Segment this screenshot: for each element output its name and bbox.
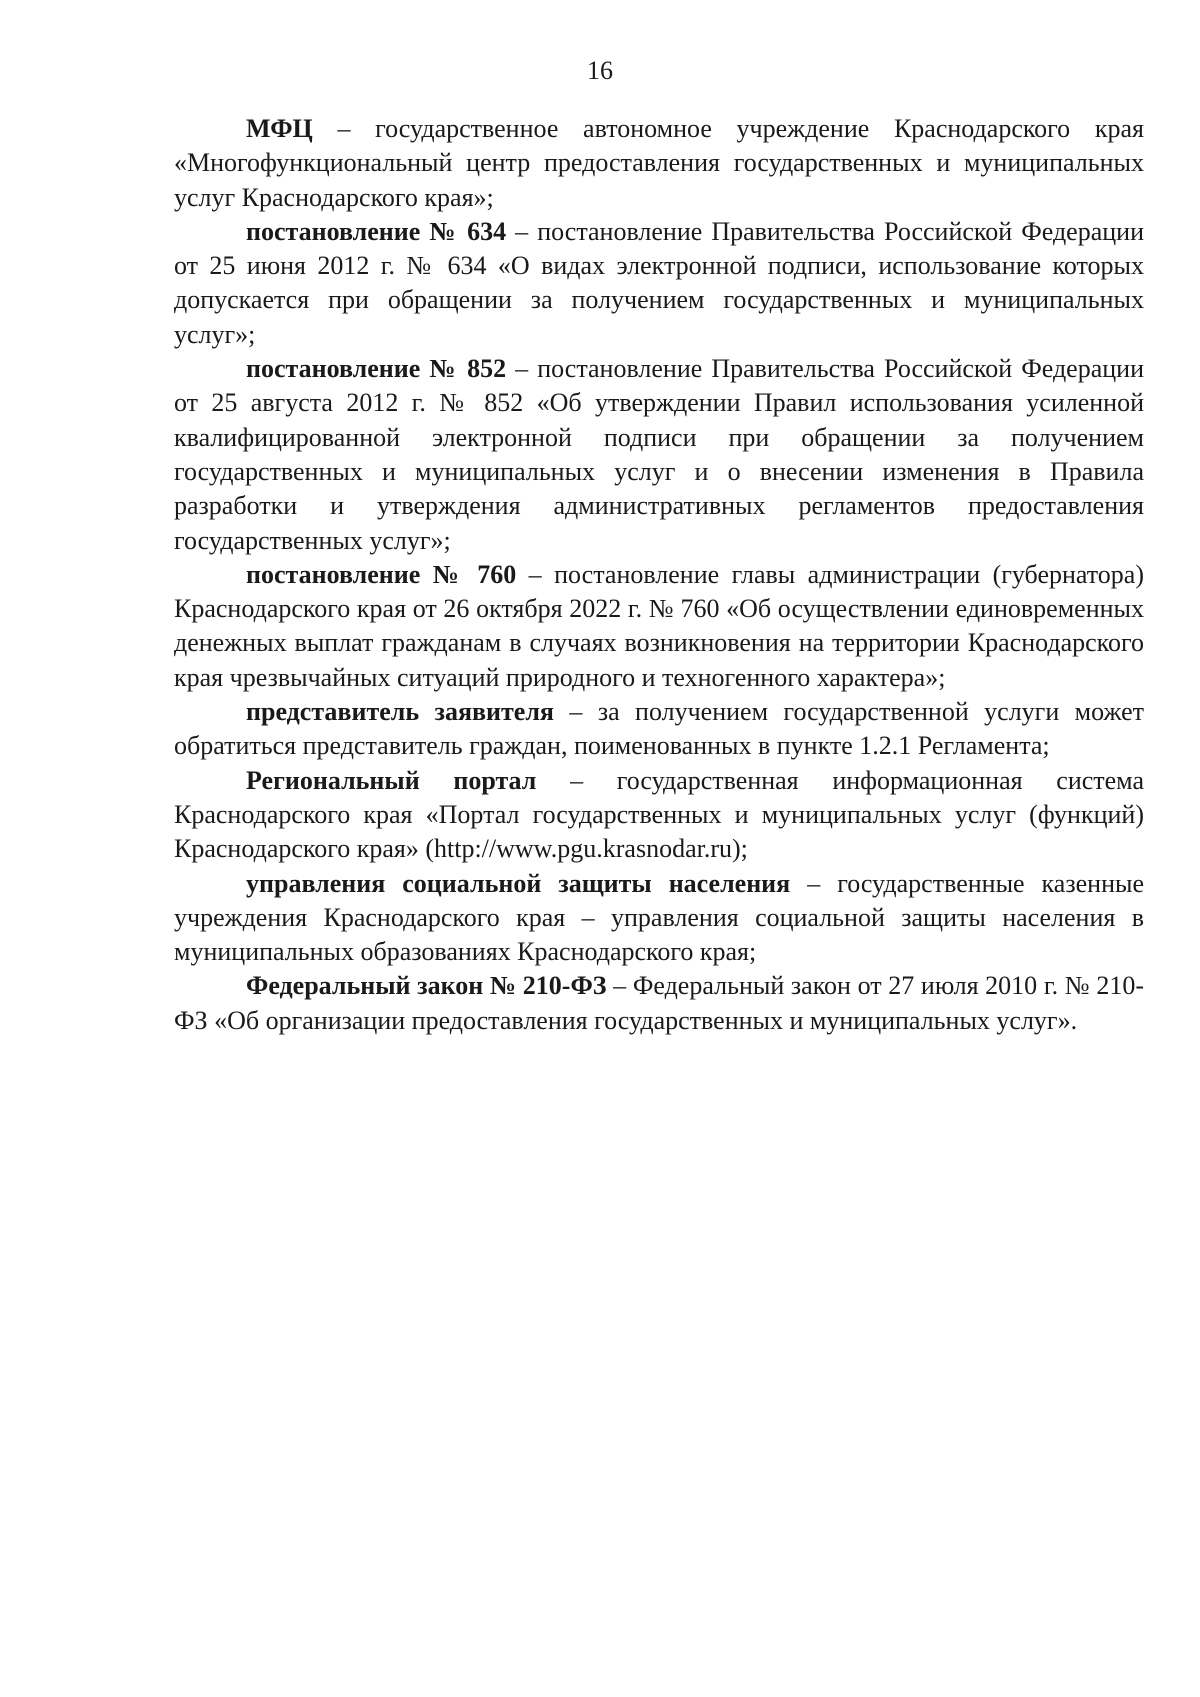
- definition-term: постановление № 852: [246, 354, 507, 384]
- definition-term: управления социальной защиты населения: [246, 868, 791, 898]
- definition-text: – за получением государственной услуги может обратиться представитель граждан, поименованных в пункте 1.2.1 Регламента;: [174, 697, 1144, 761]
- definition-text: – постановление Правительства Российской Федерации от 25 августа 2012 г. № 852 «Об утверждении Правил использования усиленной квалифицированной электронной подписи при обращении за получением государственных и муниципальных услуг и о внесении изменения в Правила разработки и утверждения административных регламентов предоставления государственных услуг»;: [174, 354, 1144, 555]
- definition-regional-portal: [174, 764, 1144, 867]
- definitions-list: [174, 112, 1144, 1038]
- definition-applicant-representative: [174, 695, 1144, 764]
- definition-term: постановление № 634: [246, 216, 507, 246]
- definition-resolution-634: [174, 215, 1144, 352]
- definition-resolution-852: [174, 352, 1144, 558]
- definition-term: Федеральный закон № 210-ФЗ: [246, 971, 607, 1001]
- definition-text: – государственная информационная система Краснодарского края «Портал государственных и муниципальных услуг (функций) Краснодарского края» (http://www.pgu.krasnodar.ru);: [174, 765, 1144, 864]
- definition-text: – Федеральный закон от 27 июля 2010 г. № 210-ФЗ «Об организации предоставления государственных и муниципальных услуг».: [174, 971, 1144, 1035]
- definition-term: представитель заявителя: [246, 697, 554, 727]
- definition-mfc: [174, 112, 1144, 215]
- definition-text: – государственное автономное учреждение Краснодарского края «Многофункциональный центр предоставления государственных и муниципальных услуг Краснодарского края»;: [174, 114, 1144, 212]
- definition-resolution-760: [174, 558, 1144, 695]
- definition-social-protection-offices: [174, 867, 1144, 970]
- definition-text: – постановление главы администрации (губернатора) Краснодарского края от 26 октября 2022 г. № 760 «Об осуществлении единовременных денежных выплат гражданам в случаях возникновения на территории Краснодарского края чрезвычайных ситуаций природного и техногенного характера»;: [174, 559, 1144, 692]
- page-number: 16: [587, 56, 613, 85]
- definition-term: постановление № 760: [246, 559, 517, 589]
- definition-federal-law-210: [174, 969, 1144, 1038]
- definition-text: – государственные казенные учреждения Краснодарского края – управления социальной защиты населения в муниципальных образованиях Краснодарского края;: [174, 868, 1144, 967]
- definition-text: – постановление Правительства Российской Федерации от 25 июня 2012 г. № 634 «О видах электронной подписи, использование которых допускается при обращении за получением государственных и муниципальных услуг»;: [174, 216, 1144, 349]
- definition-term: Региональный портал: [246, 765, 537, 795]
- definition-term: МФЦ: [246, 114, 313, 143]
